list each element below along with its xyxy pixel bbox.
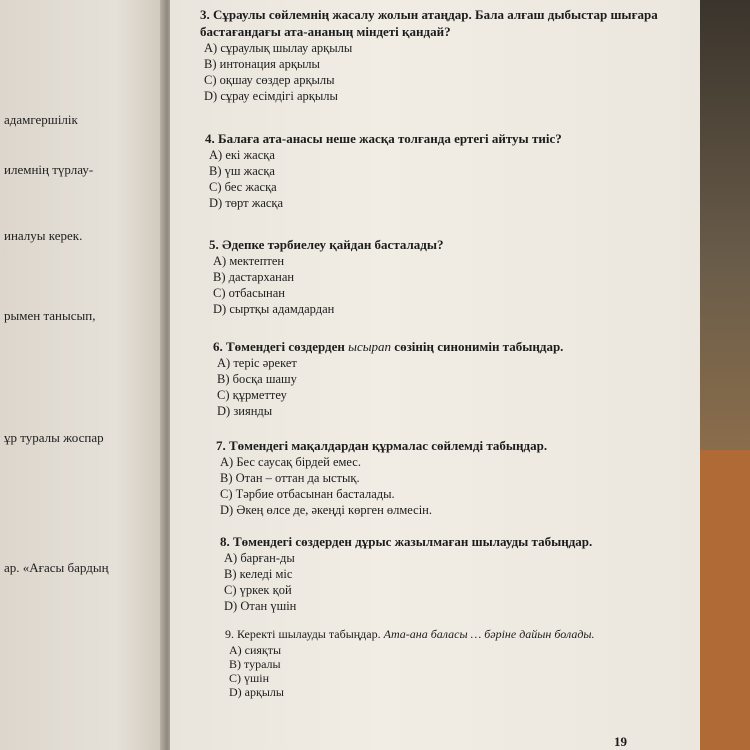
question-8 (220, 533, 690, 614)
question-5-title: 5. Әдепке тәрбиелеу қайдан басталады? (209, 237, 444, 252)
question-3-title: 3. Сұраулы сөйлемнің жасалу жолын атаңдар. Бала алғаш дыбыстар шығара бастағандағы ата-ананың міндеті қандай? (200, 7, 658, 39)
question-3-option-b: B) интонация арқылы (204, 57, 320, 71)
left-page-line: илемнің түрлау- (4, 162, 94, 177)
question-3-option-c: C) оқшау сөздер арқылы (204, 73, 335, 87)
question-7-option-b: B) Отан – оттан да ыстық. (220, 471, 360, 485)
question-4 (205, 130, 675, 211)
question-6-option-b: B) босқа шашу (217, 372, 297, 386)
question-9 (205, 626, 645, 699)
question-7-option-d: D) Әкең өлсе де, әкеңді көрген өлмесін. (220, 503, 432, 517)
question-9-title: 9. Керекті шылауды табыңдар. Ата-ана баласы … бәріне дайын болады. (225, 627, 595, 641)
question-8-option-b: B) келеді міс (224, 567, 293, 581)
question-4-title: 4. Балаға ата-анасы неше жасқа толғанда ертегі айтуы тиіс? (205, 131, 562, 146)
question-4-option-b: B) үш жасқа (209, 164, 275, 178)
question-4-option-c: C) бес жасқа (209, 180, 277, 194)
question-5 (209, 236, 679, 317)
question-6-keyword: ысырап (348, 339, 392, 354)
question-9-sentence: Ата-ана баласы … бәріне дайын болады. (383, 627, 595, 641)
page-number: 19 (614, 734, 627, 749)
question-4-option-d: D) төрт жасқа (209, 196, 284, 210)
left-page-line: рымен танысып, (4, 308, 96, 323)
question-9-option-d: D) арқылы (229, 685, 284, 699)
question-8-option-c: C) үркек қой (224, 583, 292, 597)
question-8-option-d: D) Отан үшін (224, 599, 297, 613)
question-3-option-a: A) сұраулық шылау арқылы (204, 41, 353, 55)
question-3-option-d: D) сұрау есімдігі арқылы (204, 89, 338, 103)
question-6-option-d: D) зиянды (217, 404, 273, 418)
left-page-line: адамгершілік (4, 112, 78, 127)
question-7-option-a: A) Бес саусақ бірдей емес. (220, 455, 361, 469)
question-6-option-c: C) құрметтеу (217, 388, 287, 402)
question-9-option-a: A) сияқты (229, 643, 282, 657)
question-6 (213, 338, 683, 419)
question-3 (165, 6, 690, 104)
left-page-line: иналуы керек. (4, 228, 83, 243)
question-5-option-d: D) сыртқы адамдардан (213, 302, 335, 316)
question-6-title: 6. Төмендегі сөздерден ысырап сөзінің синонимін табыңдар. (213, 339, 564, 354)
question-4-option-a: A) екі жасқа (209, 148, 275, 162)
question-7 (216, 437, 686, 518)
question-7-title: 7. Төмендегі мақалдардан құрмалас сөйлемді табыңдар. (216, 438, 548, 453)
question-7-option-c: C) Тәрбие отбасынан басталады. (220, 487, 395, 501)
question-5-option-b: B) дастарханан (213, 270, 295, 284)
question-9-option-b: B) туралы (229, 657, 281, 671)
question-8-option-a: A) барған-ды (224, 551, 295, 565)
question-8-title: 8. Төмендегі сөздерден дұрыс жазылмаған шылауды табыңдар. (220, 534, 593, 549)
question-5-option-a: A) мектептен (213, 254, 285, 268)
question-9-option-c: C) үшін (229, 671, 269, 685)
question-5-option-c: C) отбасынан (213, 286, 285, 300)
question-6-option-a: A) теріс әрекет (217, 356, 297, 370)
left-page-line: ұр туралы жоспар (4, 430, 104, 445)
left-page (0, 0, 165, 750)
left-page-line: ар. «Ағасы бардың (4, 560, 109, 575)
